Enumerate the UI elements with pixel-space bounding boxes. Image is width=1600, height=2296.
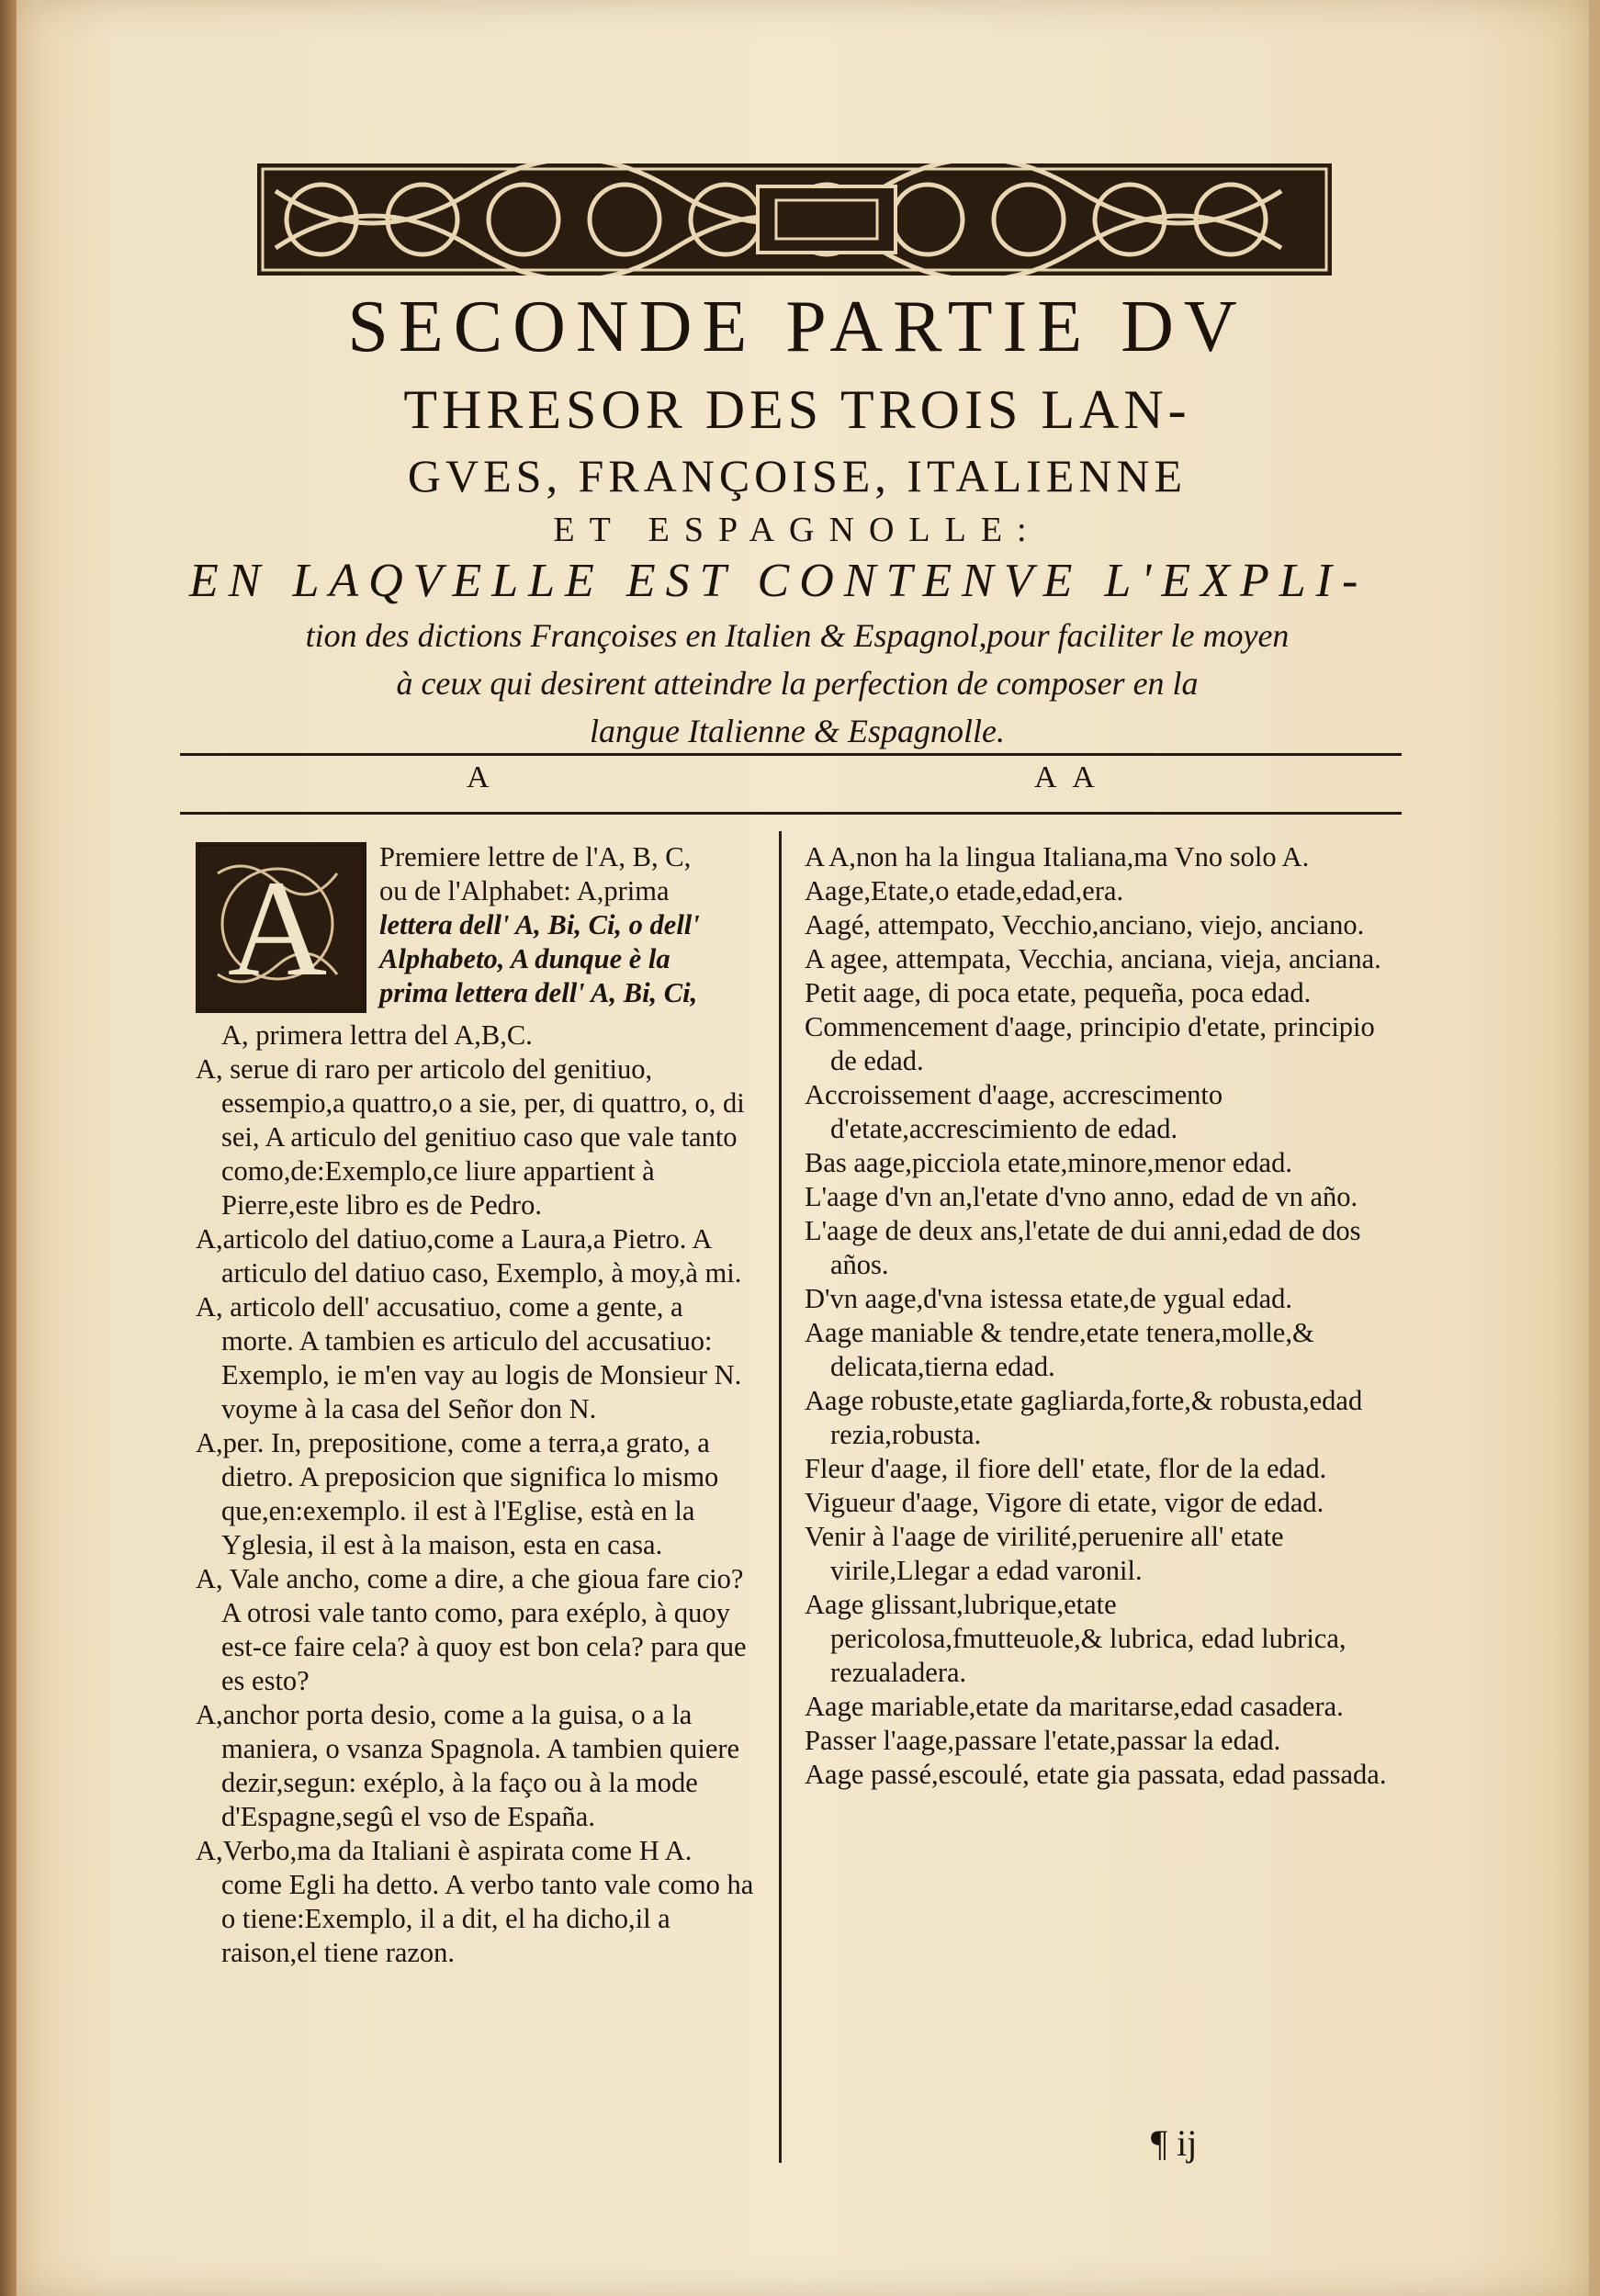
dictionary-entry: A,articolo del datiuo,come a Laura,a Pietro. A articulo del datiuo caso, Exemplo, à moy,à mi. <box>196 1223 742 1289</box>
dictionary-entry: D'vn aage,d'vna istessa etate,de ygual edad. <box>805 1283 1292 1314</box>
dictionary-entry: Passer l'aage,passare l'etate,passar la edad. <box>805 1725 1281 1756</box>
title-block <box>182 285 1413 553</box>
dictionary-entry: A A,non ha la lingua Italiana,ma Vno solo A. <box>805 841 1310 872</box>
intro-line: ou de l'Alphabet: A,prima <box>379 875 670 906</box>
dictionary-entry: Aagé, attempato, Vecchio,anciano, viejo, anciano. <box>805 909 1365 940</box>
dictionary-entry: A, Vale ancho, come a dire, a che gioua fare cio? A otrosi vale tanto como, para exéplo, à quoy est-ce faire cela? à quoy est bon cela? para que es esto? <box>196 1563 747 1696</box>
title-line-3: GVES, FRANÇOISE, ITALIENNE <box>407 450 1188 501</box>
decorative-headpiece <box>257 163 1332 276</box>
column-divider <box>779 831 782 2163</box>
subtitle-block <box>182 551 1413 755</box>
signature-mark: ¶ ij <box>1151 2122 1198 2164</box>
dictionary-entry: Aage robuste,etate gagliarda,forte,& robusta,edad rezia,robusta. <box>805 1385 1363 1450</box>
dictionary-entry: L'aage d'vn an,l'etate d'vno anno, edad de vn año. <box>805 1181 1358 1212</box>
intro-line: Alphabeto, A dunque è la <box>379 943 670 974</box>
decorated-initial-a <box>196 842 366 1013</box>
dictionary-entry: L'aage de deux ans,l'etate de dui anni,edad de dos años. <box>805 1215 1361 1280</box>
subtitle-line-2: tion des dictions Françoises en Italien & Espagnol,pour faciliter le moyen <box>305 617 1290 654</box>
title-line-1: SECONDE PARTIE DV <box>347 287 1247 367</box>
dictionary-entry: A,per. In, prepositione, come a terra,a grato, a dietro. A preposicion que significa lo mismo que,en:exemplo. il est à l'Eglise, està en la Yglesia, il est à la maison, esta en casa. <box>196 1427 719 1560</box>
right-column <box>805 840 1392 1792</box>
subtitle-line-1: EN LAQVELLE EST CONTENVE L'EXPLI- <box>189 555 1369 607</box>
dictionary-entry: Venir à l'aage de virilité,peruenire all' etate virile,Llegar a edad varonil. <box>805 1521 1284 1586</box>
title-line-2: THRESOR DES TROIS LAN- <box>403 379 1191 440</box>
title-line-4: ET ESPAGNOLLE: <box>553 511 1042 549</box>
intro-line: lettera dell' A, Bi, Ci, o dell' <box>379 909 700 940</box>
left-column <box>196 840 756 1970</box>
dictionary-entry: Aage glissant,lubrique,etate pericolosa,fmutteuole,& lubrica, edad lubrica, rezualadera. <box>805 1589 1346 1688</box>
dictionary-entry: Commencement d'aage, principio d'etate, principio de edad. <box>805 1011 1375 1076</box>
dictionary-entry: Bas aage,picciola etate,minore,menor edad. <box>805 1147 1292 1178</box>
dictionary-entry: Aage,Etate,o etade,edad,era. <box>805 875 1124 906</box>
dictionary-entry: A, articolo dell' accusatiuo, come a gente, a morte. A tambien es articulo del accusatiuo: Exemplo, ie m'en vay au logis de Monsieur N. voyme à la casa del Señor don N. <box>196 1291 742 1424</box>
intro-line: Premiere lettre de l'A, B, C, <box>379 841 692 872</box>
intro-line: prima lettera dell' A, Bi, Ci, <box>379 977 698 1008</box>
dictionary-entry: A agee, attempata, Vecchia, anciana, vieja, anciana. <box>805 943 1381 974</box>
dictionary-entry: A, serue di raro per articolo del genitiuo, essempio,a quattro,o a sie, per, di quattro, o, di sei, A articulo del genitiuo caso que vale tanto como,de:Exemplo,ce liure appartient à Pierre,este libro es de Pedro. <box>196 1053 745 1221</box>
svg-text:A: A <box>227 852 328 1002</box>
dictionary-entry: A,anchor porta desio, come a la guisa, o a la maniera, o vsanza Spagnola. A tambien quiere dezir,segun: exéplo, à la faço ou à la mode d'Espagne,segû el vso de España. <box>196 1699 740 1832</box>
dictionary-entry: Fleur d'aage, il fiore dell' etate, flor de la edad. <box>805 1453 1327 1484</box>
dictionary-entry: Petit aage, di poca etate, pequeña, poca edad. <box>805 977 1312 1008</box>
dictionary-entry: Accroissement d'aage, accrescimento d'etate,accrescimiento de edad. <box>805 1079 1223 1144</box>
book-page <box>17 0 1589 2296</box>
dictionary-entry: Aage maniable & tendre,etate tenera,molle,& delicata,tierna edad. <box>805 1317 1314 1382</box>
intro-line: A, primera lettra del A,B,C. <box>221 1019 533 1051</box>
subtitle-line-4: langue Italienne & Espagnolle. <box>590 713 1005 749</box>
dictionary-entry: Aage mariable,etate da maritarse,edad casadera. <box>805 1691 1344 1722</box>
header-rule <box>180 812 1402 815</box>
column-head-left: A <box>467 760 495 794</box>
subtitle-line-3: à ceux qui desirent atteindre la perfection de composer en la <box>396 665 1199 702</box>
dictionary-entry: A,Verbo,ma da Italiani è aspirata come H A. come Egli ha detto. A verbo tanto vale como ha o tiene:Exemplo, il a dit, el ha dicho,il a raison,el tiene razon. <box>196 1835 754 1968</box>
column-head-right: A A <box>1034 760 1100 794</box>
top-rule <box>180 753 1402 756</box>
dictionary-entry: Aage passé,escoulé, etate gia passata, edad passada. <box>805 1759 1387 1790</box>
dictionary-entry: Vigueur d'aage, Vigore di etate, vigor de edad. <box>805 1487 1324 1518</box>
page-binding-shadow <box>0 0 17 2296</box>
